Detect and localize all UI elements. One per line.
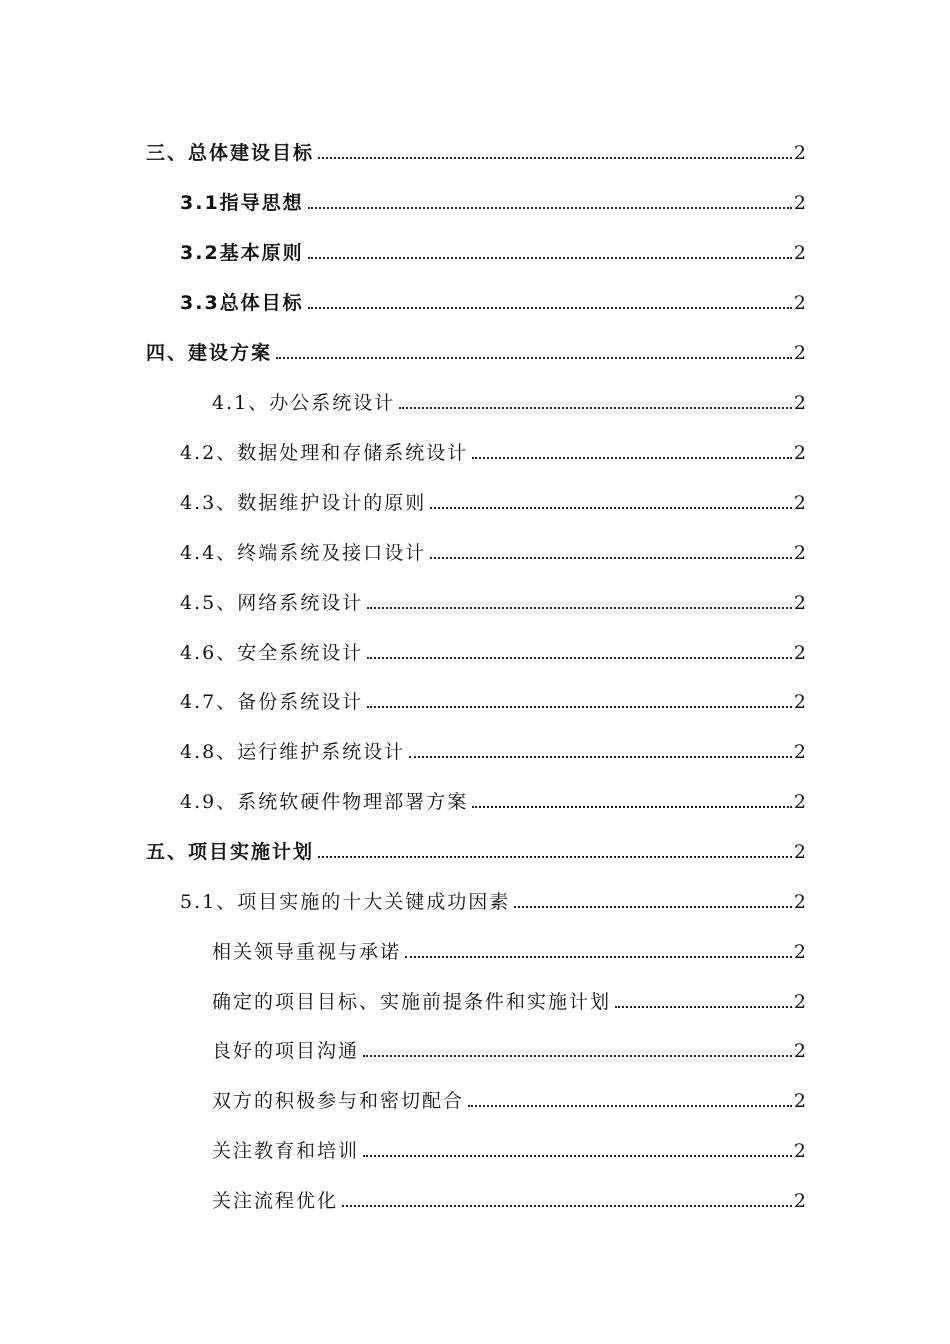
dot-leader: [405, 956, 792, 958]
dot-leader: [308, 257, 792, 259]
toc-entry[interactable]: [212, 1183, 806, 1213]
toc-page-number: 2: [793, 492, 806, 514]
toc-page-number: 2: [793, 142, 806, 164]
toc-entry[interactable]: [180, 734, 806, 764]
toc-entry-title: 4.3、数据维护设计的原则: [180, 492, 427, 514]
toc-entry[interactable]: [212, 385, 806, 415]
toc-entry[interactable]: [180, 435, 806, 465]
toc-page-number: 2: [793, 791, 806, 813]
dot-leader: [308, 207, 792, 209]
toc-entry[interactable]: [180, 285, 806, 315]
toc-page-number: 2: [793, 891, 806, 913]
toc-page-number: 2: [793, 242, 806, 264]
toc-entry-title: 相关领导重视与承诺: [212, 941, 402, 963]
dot-leader: [367, 706, 792, 708]
toc-page-number: 2: [793, 1190, 806, 1212]
toc-entry-title: 四、建设方案: [146, 342, 273, 364]
toc-entry-title: 五、项目实施计划: [146, 841, 315, 863]
toc-entry[interactable]: [212, 1083, 806, 1113]
toc-entry-title: 4.1、办公系统设计: [212, 392, 396, 414]
toc-entry-title: 确定的项目目标、实施前提条件和实施计划: [212, 991, 612, 1013]
dot-leader: [342, 1205, 792, 1207]
toc-page-number: 2: [793, 642, 806, 664]
toc-page-number: 2: [793, 941, 806, 963]
toc-entry[interactable]: [212, 984, 806, 1014]
dot-leader: [318, 157, 792, 159]
toc-entry-title: 4.5、网络系统设计: [180, 592, 364, 614]
dot-leader: [409, 756, 792, 758]
toc-entry-title: 关注流程优化: [212, 1190, 339, 1212]
toc-entry-title: 三、总体建设目标: [146, 142, 315, 164]
toc-entry[interactable]: [180, 635, 806, 665]
toc-entry[interactable]: [146, 834, 806, 864]
toc-entry[interactable]: [180, 535, 806, 565]
toc-entry[interactable]: [212, 1133, 806, 1163]
dot-leader: [308, 307, 792, 309]
toc-page-number: 2: [793, 192, 806, 214]
toc-entry[interactable]: [180, 185, 806, 215]
toc-entry-title: 关注教育和培训: [212, 1140, 360, 1162]
toc-page-number: 2: [793, 1140, 806, 1162]
toc-entry[interactable]: [180, 784, 806, 814]
toc-page-number: 2: [793, 991, 806, 1013]
dot-leader: [367, 657, 792, 659]
toc-entry-title: 3.2基本原则: [180, 242, 304, 264]
dot-leader: [468, 1105, 792, 1107]
toc-entry-title: 5.1、项目实施的十大关键成功因素: [180, 891, 511, 913]
dot-leader: [276, 357, 792, 359]
toc-entry-title: 3.3总体目标: [180, 292, 304, 314]
toc-entry[interactable]: [180, 485, 806, 515]
toc-page-number: 2: [793, 841, 806, 863]
toc-page-number: 2: [793, 442, 806, 464]
toc-entry-title: 3.1指导思想: [180, 192, 304, 214]
dot-leader: [514, 906, 792, 908]
toc-entry-title: 4.4、终端系统及接口设计: [180, 542, 427, 564]
toc-entry[interactable]: [146, 135, 806, 165]
toc-page-number: 2: [793, 342, 806, 364]
dot-leader: [615, 1006, 792, 1008]
toc-entry[interactable]: [180, 235, 806, 265]
toc-entry-title: 良好的项目沟通: [212, 1040, 360, 1062]
dot-leader: [472, 806, 792, 808]
toc-page-number: 2: [793, 542, 806, 564]
dot-leader: [363, 1055, 792, 1057]
toc-page-number: 2: [793, 691, 806, 713]
toc-page-number: 2: [793, 1090, 806, 1112]
toc-entry-title: 双方的积极参与和密切配合: [212, 1090, 465, 1112]
toc-page-number: 2: [793, 592, 806, 614]
toc-entry-title: 4.2、数据处理和存储系统设计: [180, 442, 469, 464]
toc-entry-title: 4.8、运行维护系统设计: [180, 741, 406, 763]
toc-entry-title: 4.7、备份系统设计: [180, 691, 364, 713]
toc-entry[interactable]: [180, 585, 806, 615]
toc-entry-title: 4.6、安全系统设计: [180, 642, 364, 664]
toc-entry[interactable]: [180, 684, 806, 714]
dot-leader: [367, 607, 792, 609]
toc-entry[interactable]: [212, 1033, 806, 1063]
dot-leader: [430, 507, 792, 509]
toc-entry[interactable]: [212, 934, 806, 964]
toc-page-number: 2: [793, 741, 806, 763]
dot-leader: [430, 557, 792, 559]
toc-entry[interactable]: [180, 884, 806, 914]
toc-entry-title: 4.9、系统软硬件物理部署方案: [180, 791, 469, 813]
dot-leader: [318, 856, 792, 858]
toc-page-number: 2: [793, 392, 806, 414]
toc-page-number: 2: [793, 1040, 806, 1062]
dot-leader: [472, 457, 792, 459]
dot-leader: [363, 1155, 792, 1157]
dot-leader: [399, 407, 792, 409]
toc-entry[interactable]: [146, 335, 806, 365]
toc-page-number: 2: [793, 292, 806, 314]
